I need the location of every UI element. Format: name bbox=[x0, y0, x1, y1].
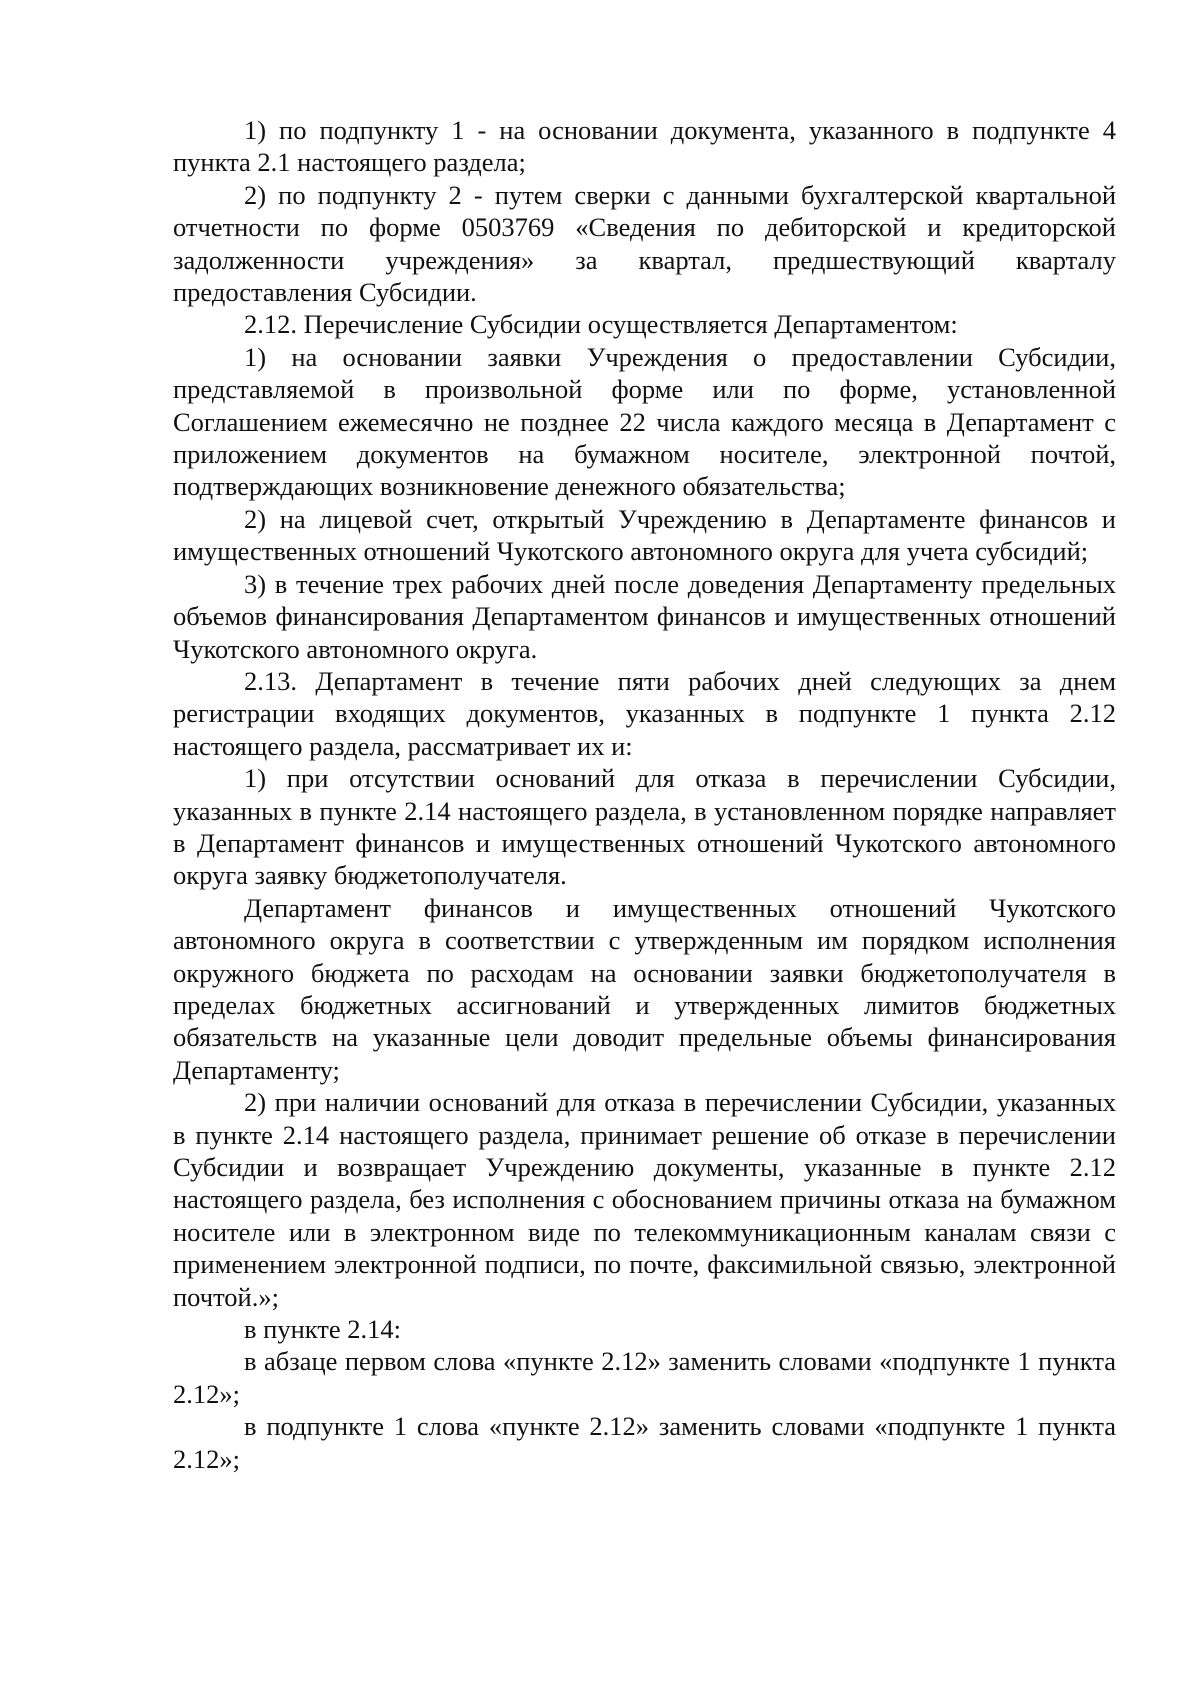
paragraph-2-14-intro: в пункте 2.14: bbox=[244, 1314, 401, 1345]
paragraph-subitem-2-reconciliation: 2) по подпункту 2 - путем сверки с данными бухгалтерской квартальной отчетности по форме 0503769 «Сведения по дебиторской и кредиторской задолженности учреждения» за квартал, предшествующий кварталу предоставления Субсидии. bbox=[173, 179, 1116, 308]
paragraph-2-14-subitem-1: в подпункте 1 слова «пункте 2.12» заменить словами «подпункте 1 пункта 2.12»; bbox=[173, 1411, 1116, 1474]
paragraph-2-13-heading: 2.13. Департамент в течение пяти рабочих дней следующих за днем регистрации входящих документов, указанных в подпункте 1 пункта 2.12 настоящего раздела, рассматривает их и: bbox=[173, 665, 1116, 761]
paragraph-2-12-item-3: 3) в течение трех рабочих дней после доведения Департаменту предельных объемов финансирования Департаментом финансов и имущественных отношений Чукотского автономного округа. bbox=[173, 568, 1116, 664]
paragraph-2-12-item-1: 1) на основании заявки Учреждения о предоставлении Субсидии, представляемой в произвольной форме или по форме, установленной Соглашением ежемесячно не позднее 22 числа каждого месяца в Департамент с приложением документов на бумажном носителе, электронной почтой, подтверждающих возникновение денежного обязательства; bbox=[173, 341, 1116, 502]
paragraph-2-13-item-1: 1) при отсутствии оснований для отказа в перечислении Субсидии, указанных в пункте 2.14 настоящего раздела, в установленном порядке направляет в Департамент финансов и имущественных отношений Чукотского автономного округа заявку бюджетополучателя. bbox=[173, 763, 1116, 891]
paragraph-2-12-heading: 2.12. Перечисление Субсидии осуществляется Департаментом: bbox=[244, 309, 958, 340]
paragraph-2-14-first-abzac: в абзаце первом слова «пункте 2.12» заменить словами «подпункте 1 пункта 2.12»; bbox=[173, 1346, 1116, 1409]
paragraph-2-12-item-2: 2) на лицевой счет, открытый Учреждению в Департаменте финансов и имущественных отношений Чукотского автономного округа для учета субсидий; bbox=[173, 503, 1116, 567]
paragraph-2-13-item-2: 2) при наличии оснований для отказа в перечислении Субсидии, указанных в пункте 2.14 настоящего раздела, принимает решение об отказе в перечислении Субсидии и возвращает Учреждению документы, указанные в пункте 2.12 настоящего раздела, без исполнения с обоснованием причины отказа на бумажном носителе или в электронном виде по телекоммуникационным каналам связи с применением электронной подписи, по почте, факсимильной связью, электронной почтой.»; bbox=[173, 1087, 1116, 1312]
paragraph-subitem-1-basis: 1) по подпункту 1 - на основании документа, указанного в подпункте 4 пункта 2.1 настоящего раздела; bbox=[173, 115, 1116, 178]
paragraph-finance-department: Департамент финансов и имущественных отношений Чукотского автономного округа в соответствии с утвержденным им порядком исполнения окружного бюджета по расходам на основании заявки бюджетополучателя в пределах бюджетных ассигнований и утвержденных лимитов бюджетных обязательств на указанные цели доводит предельные объемы финансирования Департаменту; bbox=[173, 892, 1116, 1085]
document-body bbox=[173, 114, 1116, 1475]
